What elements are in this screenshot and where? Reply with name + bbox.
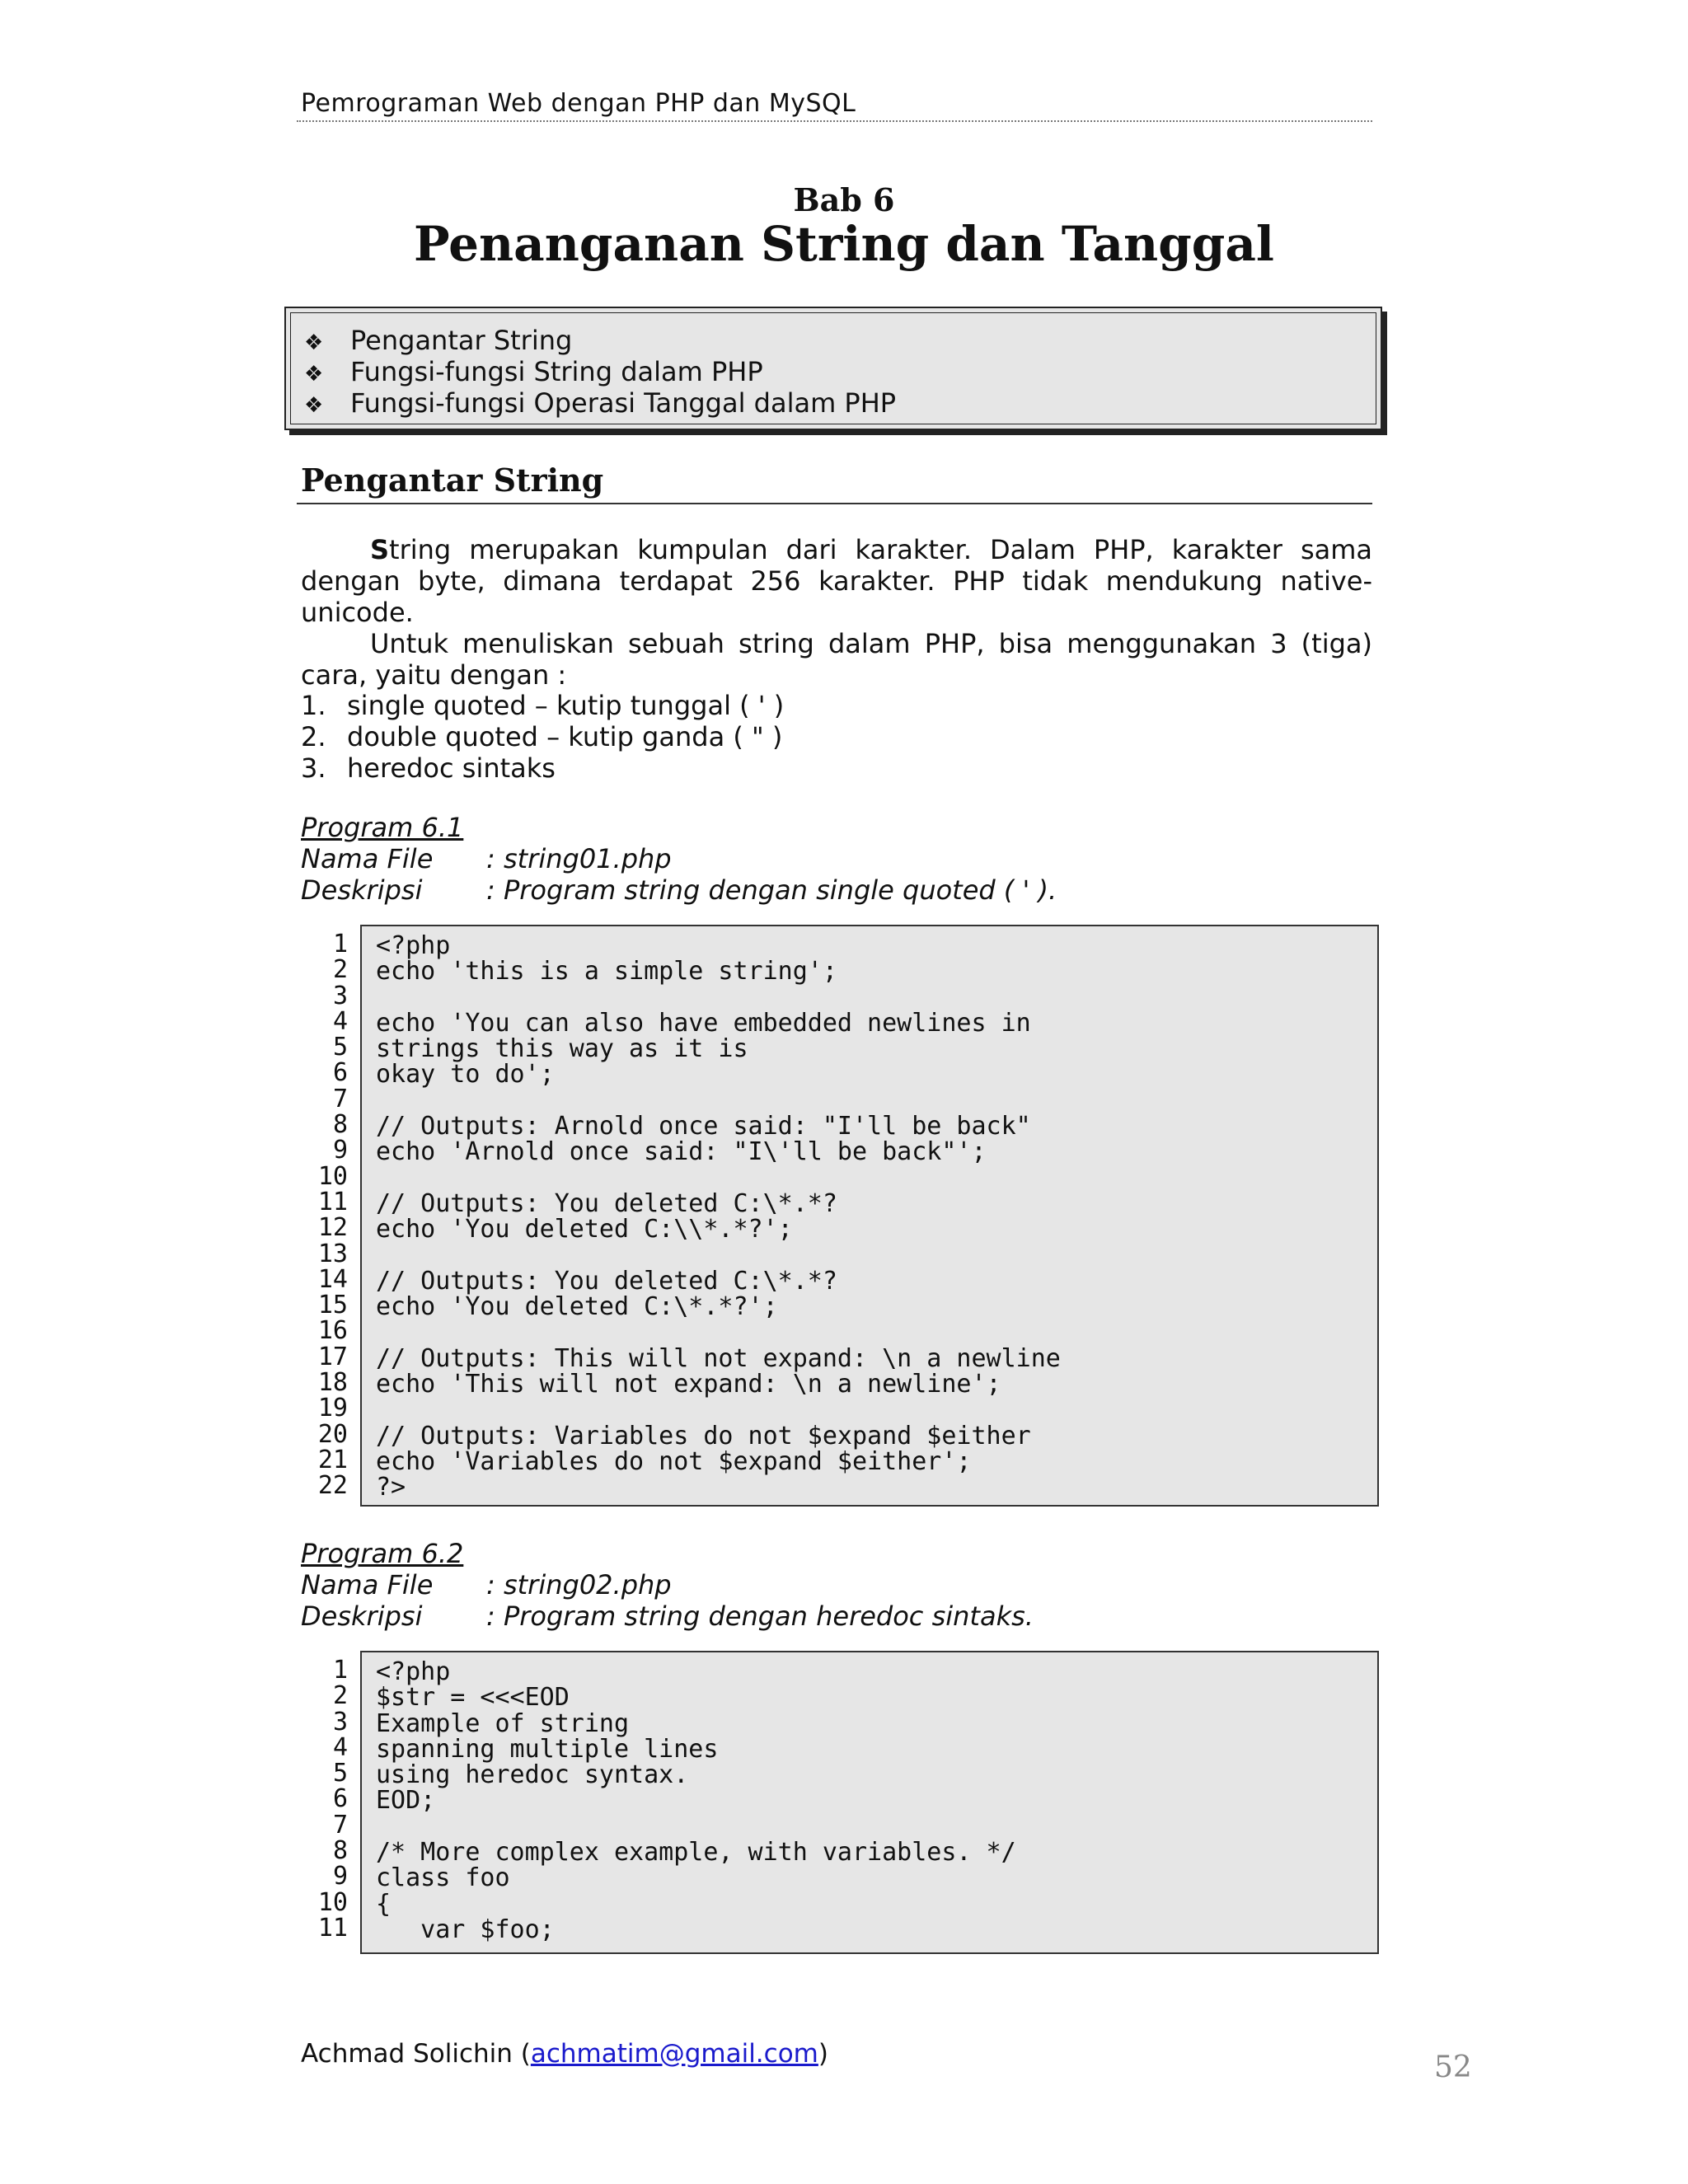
program-title: Program 6.1 — [301, 812, 464, 843]
line-number: 6 — [332, 1058, 348, 1088]
program-file: Nama File : string02.php — [301, 1569, 672, 1601]
line-number: 5 — [332, 1759, 348, 1788]
line-number: 1 — [332, 930, 348, 958]
line-number: 2 — [332, 955, 348, 985]
line-number: 10 — [317, 1887, 348, 1917]
program-file: Nama File : string01.php — [301, 843, 672, 874]
line-number: 8 — [332, 1836, 348, 1866]
intro-paragraph-text: tring merupakan kumpulan dari karakter. Dalam PHP, karakter sama dengan byte, dimana terdapat 256 karakter. PHP tidak mendukung native-unicode. — [301, 534, 1372, 628]
line-number: 4 — [332, 1732, 348, 1762]
drop-letter: S — [370, 534, 390, 565]
line-number: 17 — [317, 1342, 348, 1371]
intro-paragraph — [301, 534, 1372, 628]
diamond-bullet-icon: ❖ — [304, 393, 324, 418]
line-number: 9 — [332, 1862, 348, 1891]
code-text: <?php $str = <<<EOD Example of string spanning multiple lines using heredoc syntax. EOD; /* More complex example, with variables. */ class foo { var $foo; — [376, 1657, 1016, 1944]
line-number: 9 — [332, 1136, 348, 1165]
line-numbers — [298, 1657, 348, 1941]
line-number: 11 — [317, 1913, 348, 1943]
toc-item-label: Pengantar String — [350, 325, 573, 356]
line-number: 22 — [317, 1471, 348, 1501]
line-number: 14 — [317, 1264, 348, 1294]
header-divider — [297, 120, 1372, 122]
code-listing — [360, 1651, 1379, 1954]
line-number: 7 — [332, 1084, 348, 1113]
code-text: <?php echo 'this is a simple string'; echo 'You can also have embedded newlines in strings this way as it is okay to do'; // Outputs: Arnold once said: "I'll be back" echo 'Arnold once said: "I\'ll be back"'; // Outputs: You deleted C:\*.*? echo 'You deleted C:\\*.*?'; // Outputs: You deleted C:\*.*? echo 'You deleted C:\*.*?'; // Outputs: This will not expand: \n a newline echo 'This will not expand: \n a newline'; // Outputs: Variables do not $expand $either echo 'Variables do not $expand $either'; ?> — [376, 931, 1061, 1502]
author-email-link[interactable]: achmatim@gmail.com — [530, 2039, 818, 2069]
methods-list — [301, 690, 784, 784]
line-number: 15 — [317, 1291, 348, 1320]
line-number: 5 — [332, 1033, 348, 1062]
methods-paragraph: Untuk menuliskan sebuah string dalam PHP, bisa menggunakan 3 (tiga) cara, yaitu dengan : — [301, 628, 1372, 691]
line-number: 7 — [332, 1810, 348, 1840]
line-number: 13 — [317, 1239, 348, 1268]
page-number: 52 — [1434, 2050, 1472, 2084]
toc-item — [304, 356, 896, 387]
section-divider — [297, 503, 1372, 504]
line-number: 10 — [317, 1161, 348, 1191]
program-description: Deskripsi : Program string dengan single quoted ( ' ). — [301, 874, 1057, 906]
line-number: 6 — [332, 1784, 348, 1814]
line-number: 21 — [317, 1445, 348, 1474]
toc-item-label: Fungsi-fungsi String dalam PHP — [350, 356, 763, 387]
running-header: Pemrograman Web dengan PHP dan MySQL — [301, 89, 856, 118]
diamond-bullet-icon: ❖ — [304, 330, 324, 355]
footer-author: Achmad Solichin (achmatim@gmail.com) — [301, 2039, 828, 2069]
toc-item — [304, 387, 896, 419]
chapter-contents-box — [284, 307, 1382, 430]
program-description: Deskripsi : Program string dengan heredoc sintaks. — [301, 1601, 1034, 1632]
diamond-bullet-icon: ❖ — [304, 362, 324, 387]
line-number: 2 — [332, 1681, 348, 1711]
line-number: 4 — [332, 1006, 348, 1036]
line-number: 20 — [317, 1419, 348, 1449]
list-item: 1. single quoted – kutip tunggal ( ' ) — [301, 690, 785, 721]
code-listing — [360, 925, 1379, 1507]
chapter-title: Penanganan String dan Tanggal — [414, 216, 1274, 272]
line-numbers — [298, 931, 348, 1499]
line-number: 3 — [332, 981, 348, 1010]
program-title: Program 6.2 — [301, 1538, 464, 1569]
section-heading: Pengantar String — [301, 462, 604, 499]
toc-item-label: Fungsi-fungsi Operasi Tanggal dalam PHP — [350, 387, 897, 419]
line-number: 12 — [317, 1213, 348, 1243]
line-number: 16 — [317, 1316, 348, 1346]
toc-item — [304, 325, 896, 356]
list-item: 2. double quoted – kutip ganda ( " ) — [301, 721, 783, 752]
line-number: 18 — [317, 1368, 348, 1398]
line-number: 1 — [332, 1656, 348, 1685]
list-item: 3. heredoc sintaks — [301, 752, 556, 784]
chapter-contents-list — [304, 325, 896, 419]
chapter-number: Bab 6 — [793, 181, 895, 218]
line-number: 8 — [332, 1110, 348, 1140]
line-number: 3 — [332, 1707, 348, 1736]
line-number: 11 — [317, 1187, 348, 1216]
line-number: 19 — [317, 1394, 348, 1423]
